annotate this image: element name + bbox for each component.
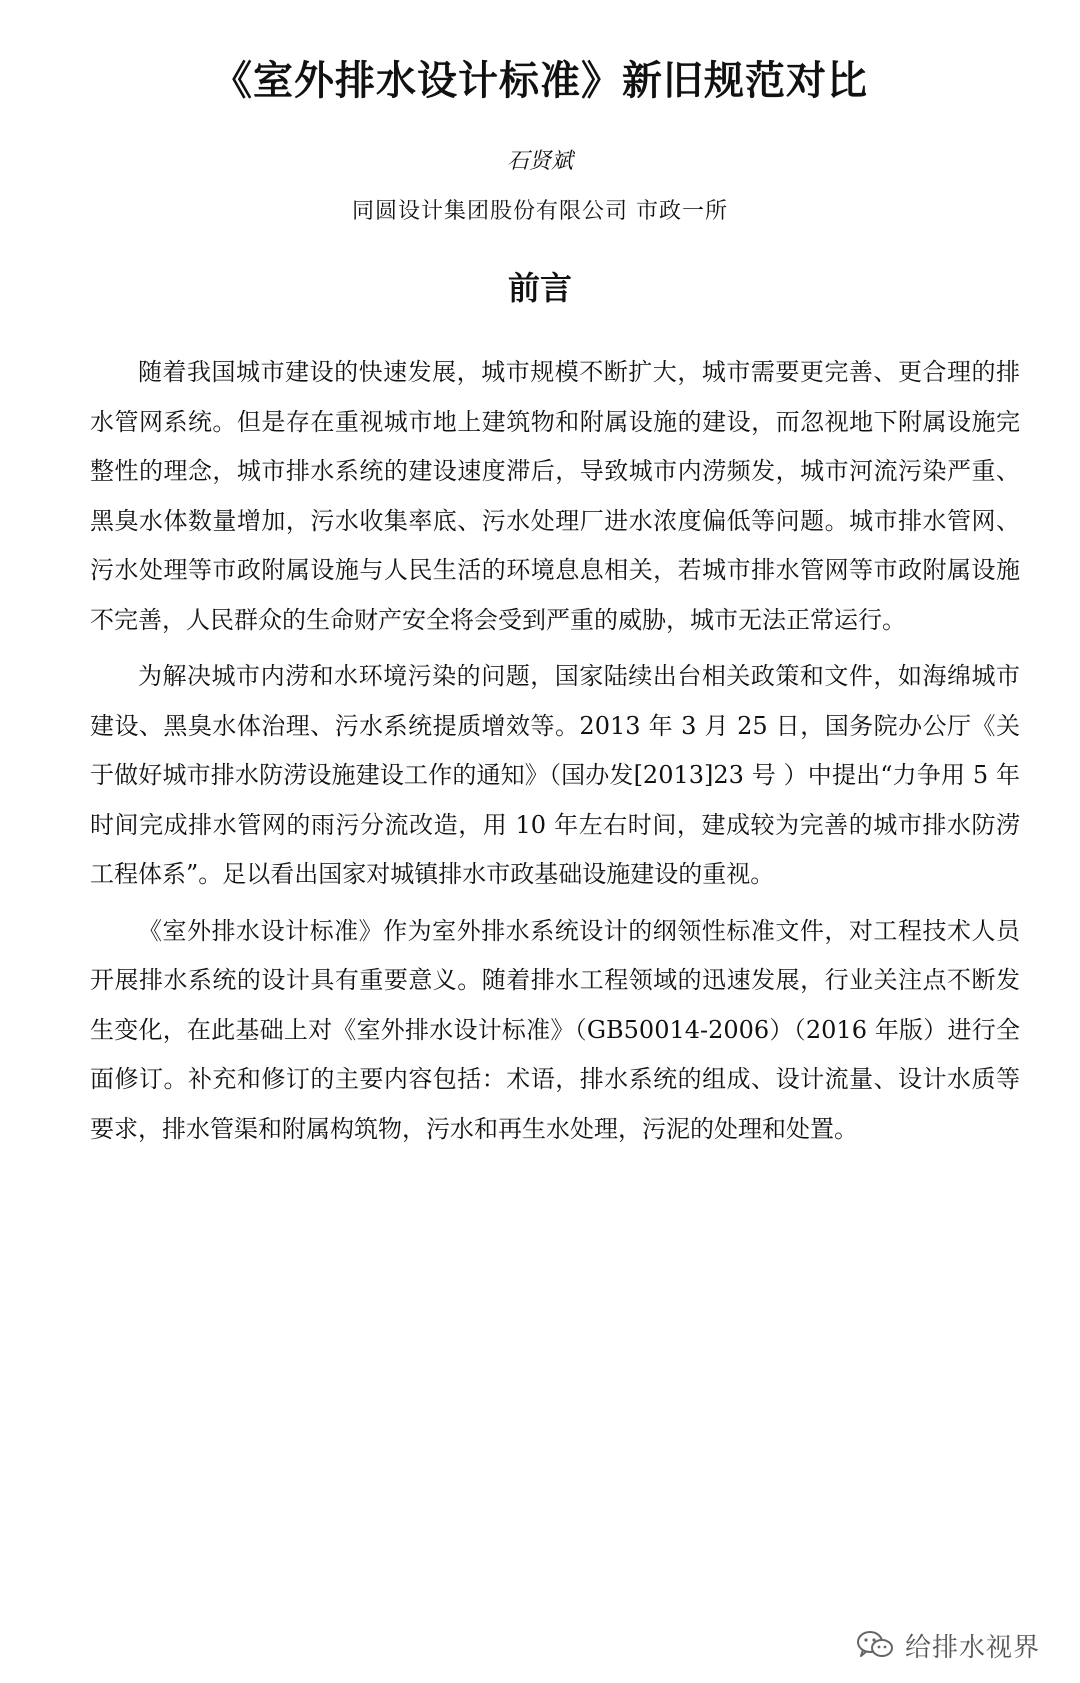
author-name: 石贤斌: [506, 149, 573, 174]
section-heading: 前言: [507, 269, 572, 307]
watermark-text: 给排水视界: [904, 1632, 1040, 1663]
document-body: [90, 348, 1020, 1161]
wechat-icon: [855, 1630, 895, 1660]
document-title: 《室外排水设计标准》新旧规范对比: [212, 58, 868, 104]
paragraph: 《室外排水设计标准》作为室外排水系统设计的纲领性标准文件，对工程技术人员开展排水系统的设计具有重要意义。随着排水工程领域的迅速发展，行业关注点不断发生变化，在此基础上对《室外排水设计标准》（GB50014-2006）（2016 年版）进行全面修订。补充和修订的主要内容包括：术语，排水系统的组成、设计流量、设计水质等要求，排水管渠和附属构筑物，污水和再生水处理，污泥的处理和处置。: [90, 916, 1020, 1143]
paragraph: 为解决城市内涝和水环境污染的问题，国家陆续出台相关政策和文件，如海绵城市建设、黑臭水体治理、污水系统提质增效等。2013 年 3 月 25 日，国务院办公厅《关于做好城市排水防涝设施建设工作的通知》（国办发[2013]23 号 ）中提出“力争用 5 年时间完成排水管网的雨污分流改造，用 10 年左右时间，建成较为完善的城市排水防涝工程体系”。足以看出国家对城镇排水市政基础设施建设的重视。: [90, 662, 1020, 888]
watermark: [855, 1625, 1040, 1665]
author-affiliation: 同圆设计集团股份有限公司 市政一所: [352, 199, 728, 224]
paragraph: 随着我国城市建设的快速发展，城市规模不断扩大，城市需要更完善、更合理的排水管网系统。但是存在重视城市地上建筑物和附属设施的建设，而忽视地下附属设施完整性的理念，城市排水系统的建设速度滞后，导致城市内涝频发，城市河流污染严重、黑臭水体数量增加，污水收集率底、污水处理厂进水浓度偏低等问题。城市排水管网、污水处理等市政附属设施与人民生活的环境息息相关，若城市排水管网等市政附属设施不完善，人民群众的生命财产安全将会受到严重的威胁，城市无法正常运行。: [90, 358, 1020, 634]
